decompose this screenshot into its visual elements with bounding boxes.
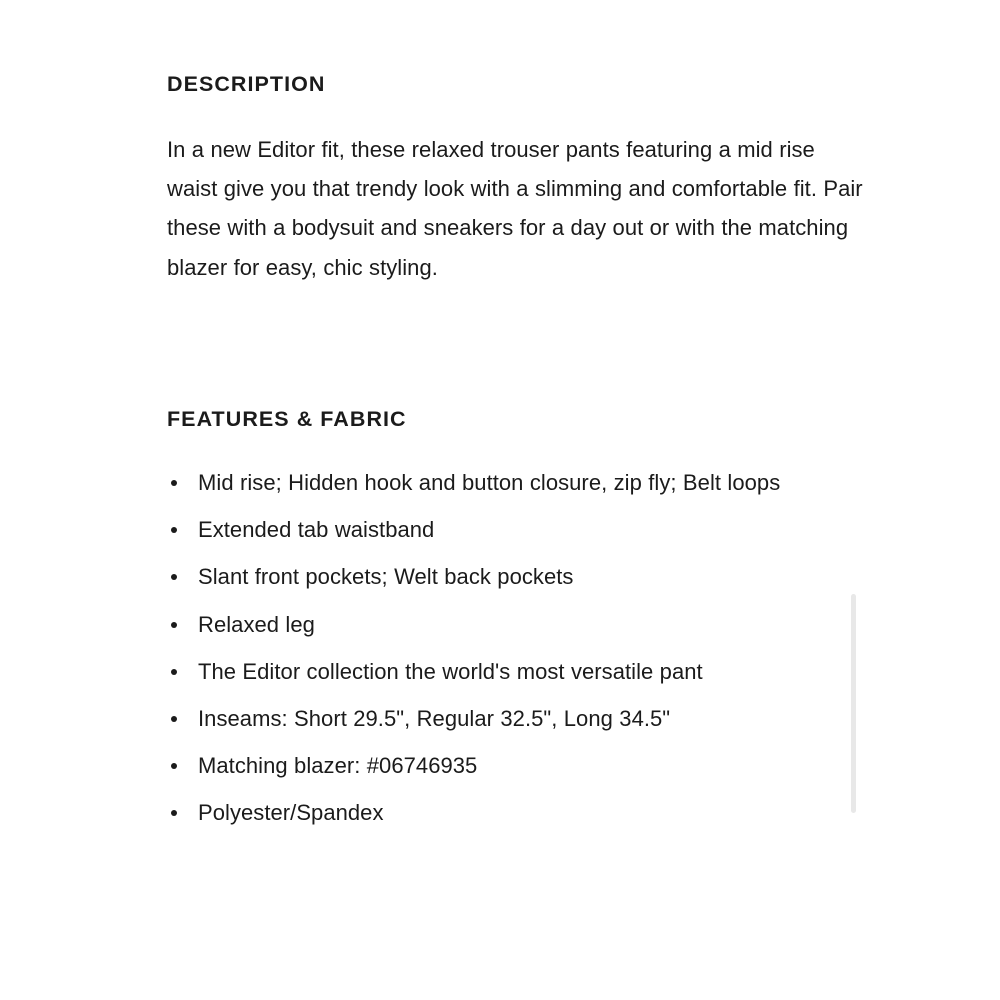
list-item-label: The Editor collection the world's most versatile pant: [198, 658, 703, 684]
list-item-label: Inseams: Short 29.5", Regular 32.5", Long 34.5": [198, 706, 671, 732]
list-item: [167, 557, 867, 596]
list-item-label: Slant front pockets; Welt back pockets: [198, 564, 574, 590]
bullet-icon: [171, 622, 177, 628]
features-list: [167, 463, 867, 833]
list-item: [167, 746, 867, 785]
bullet-icon: [171, 574, 177, 580]
features-and-fabric-heading: FEATURES & FABRIC: [167, 407, 407, 431]
list-item: [167, 652, 867, 691]
list-item: [167, 605, 867, 644]
bullet-icon: [171, 763, 177, 769]
list-item-label: Relaxed leg: [198, 611, 315, 637]
list-item-label: Extended tab waistband: [198, 517, 435, 543]
bullet-icon: [171, 716, 177, 722]
bullet-icon: [171, 810, 177, 816]
description-body-text: In a new Editor fit, these relaxed trouser pants featuring a mid rise waist give you that trendy look with a slimming and comfortable fit. Pair these with a bodysuit and sneakers for a day out or with the matching blazer for easy, chic styling.: [167, 137, 863, 280]
description-heading: DESCRIPTION: [167, 72, 326, 96]
list-item: [167, 699, 867, 738]
bullet-icon: [171, 527, 177, 533]
list-item: [167, 510, 867, 549]
list-item-label: Polyester/Spandex: [198, 800, 384, 826]
list-item-label: Matching blazer: #06746935: [198, 753, 478, 779]
bullet-icon: [171, 480, 177, 486]
vertical-scrollbar-thumb[interactable]: [851, 594, 856, 813]
list-item: [167, 463, 867, 502]
bullet-icon: [171, 669, 177, 675]
list-item-label: Mid rise; Hidden hook and button closure, zip fly; Belt loops: [198, 470, 781, 495]
list-item: [167, 793, 867, 832]
